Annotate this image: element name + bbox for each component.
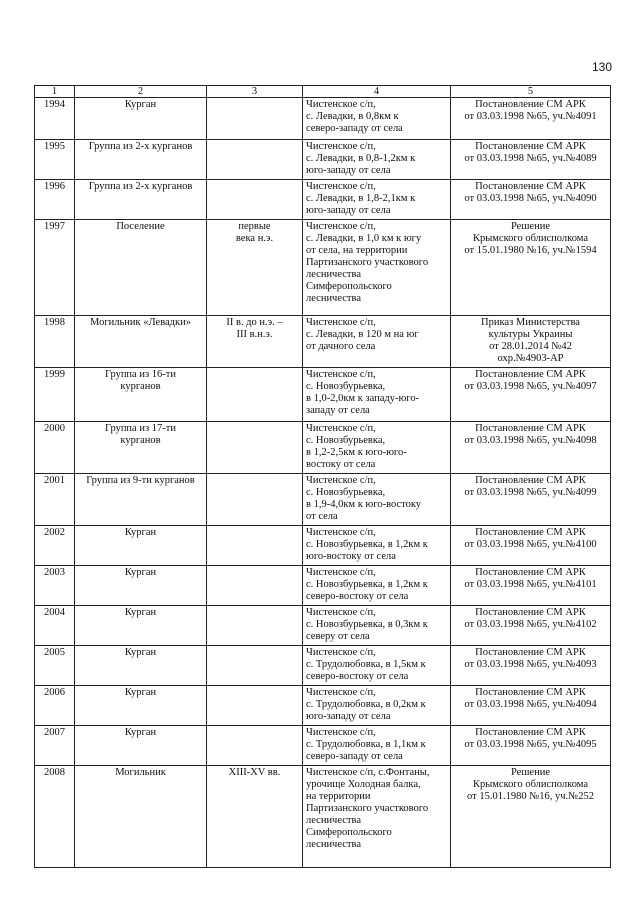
monument-name-line: Курган: [124, 727, 157, 738]
monument-location-line: с. Левадки, в 1,0 км к югу: [306, 233, 422, 244]
monument-location-line: Чистенское с/п,: [306, 423, 376, 434]
monument-name-cell: [75, 566, 207, 606]
monument-location-line: лесничества: [306, 293, 361, 304]
protection-document-cell: [451, 766, 611, 868]
monument-location-line: Чистенское с/п,: [306, 527, 376, 538]
monument-location-line: Чистенское с/п,: [306, 647, 376, 658]
monument-name-cell: [75, 422, 207, 474]
monument-location-line: с. Трудолюбовка, в 0,2км к: [306, 699, 426, 710]
monument-location-cell: [303, 422, 451, 474]
table-row: [35, 474, 611, 526]
header-cell: 1: [35, 86, 75, 98]
protection-document-line: Решение: [510, 767, 550, 778]
monument-name-line: Могильник: [115, 767, 166, 778]
monument-location-cell: [303, 474, 451, 526]
monument-dating-cell: [207, 566, 303, 606]
monument-location-line: с. Новозбурьевка,: [306, 487, 386, 498]
monument-location-line: с. Новозбурьевка, в 1,2км к: [306, 579, 428, 590]
monument-location-cell: [303, 140, 451, 180]
monument-name-line: Группа из 16-ти: [105, 369, 176, 380]
monument-location-line: Чистенское с/п, с.Фонтаны,: [306, 767, 430, 778]
protection-document-line: от 03.03.1998 №65, уч.№4091: [464, 111, 597, 122]
monument-location-line: Чистенское с/п,: [306, 221, 376, 232]
protection-document-cell: [451, 526, 611, 566]
protection-document-cell: [451, 606, 611, 646]
monument-name-line: Могильник «Левадки»: [90, 317, 191, 328]
table-row: [35, 368, 611, 422]
table-row: [35, 726, 611, 766]
monument-location-line: с. Новозбурьевка,: [306, 381, 386, 392]
monument-location-line: Чистенское с/п,: [306, 141, 376, 152]
record-number-cell: 1994: [35, 98, 75, 140]
monument-location-line: юго-западу от села: [306, 205, 391, 216]
header-cell: 4: [303, 86, 451, 98]
protection-document-line: от 03.03.1998 №65, уч.№4101: [464, 579, 597, 590]
record-number-cell: 2002: [35, 526, 75, 566]
monument-name-line: Курган: [124, 647, 157, 658]
monument-location-line: с. Левадки, в 120 м на юг: [306, 329, 419, 340]
protection-document-line: Постановление СМ АРК: [475, 141, 586, 152]
record-number-cell: 2007: [35, 726, 75, 766]
monument-name-line: курганов: [120, 381, 161, 392]
protection-document-line: Постановление СМ АРК: [475, 727, 586, 738]
protection-document-cell: [451, 422, 611, 474]
monument-dating-cell: [207, 98, 303, 140]
record-number-cell: 2005: [35, 646, 75, 686]
protection-document-cell: [451, 686, 611, 726]
protection-document-line: от 03.03.1998 №65, уч.№4102: [464, 619, 597, 630]
monument-dating-cell: [207, 368, 303, 422]
monument-location-line: Чистенское с/п,: [306, 369, 376, 380]
monument-name-cell: [75, 180, 207, 220]
monument-dating-line: II в. до н.э. –: [226, 317, 283, 328]
protection-document-line: от 03.03.1998 №65, уч.№4095: [464, 739, 597, 750]
table-body: [35, 98, 611, 868]
monument-name-cell: [75, 686, 207, 726]
page-number: 130: [591, 60, 612, 74]
record-number-cell: 1995: [35, 140, 75, 180]
monument-location-line: в 1,0-2,0км к западу-юго-: [306, 393, 420, 404]
monument-location-line: с. Новозбурьевка, в 1,2км к: [306, 539, 428, 550]
monument-location-line: юго-востоку от села: [306, 551, 396, 562]
protection-document-line: Постановление СМ АРК: [475, 181, 586, 192]
monument-location-line: с. Новозбурьевка, в 0,3км к: [306, 619, 428, 630]
protection-document-line: Постановление СМ АРК: [475, 423, 586, 434]
monument-location-line: Партизанского участкового: [306, 257, 429, 268]
monument-dating-cell: [207, 606, 303, 646]
monument-name-line: Группа из 2-х курганов: [88, 181, 193, 192]
monument-location-line: Чистенское с/п,: [306, 567, 376, 578]
monument-location-line: с. Трудолюбовка, в 1,5км к: [306, 659, 426, 670]
monument-name-line: Группа из 2-х курганов: [88, 141, 193, 152]
table-row: [35, 646, 611, 686]
monument-location-line: Партизанского участкового: [306, 803, 429, 814]
monument-name-cell: [75, 646, 207, 686]
monument-location-line: с. Новозбурьевка,: [306, 435, 386, 446]
monument-location-line: северо-западу от села: [306, 123, 403, 134]
monument-dating-cell: [207, 422, 303, 474]
table-row: [35, 140, 611, 180]
protection-document-line: от 03.03.1998 №65, уч.№4094: [464, 699, 597, 710]
protection-document-line: Приказ Министерства: [481, 317, 580, 328]
monument-name-cell: [75, 726, 207, 766]
monument-location-cell: [303, 368, 451, 422]
header-cell: 2: [75, 86, 207, 98]
protection-document-line: от 15.01.1980 №16, уч.№1594: [464, 245, 597, 256]
monument-name-line: Поселение: [116, 221, 165, 232]
monument-dating-cell: [207, 526, 303, 566]
monument-location-line: в 1,9-4,0км к юго-востоку: [306, 499, 422, 510]
table-row: [35, 766, 611, 868]
monument-location-line: Симферопольского: [306, 827, 392, 838]
record-number-cell: 2003: [35, 566, 75, 606]
monument-location-line: от села: [306, 511, 338, 522]
monuments-table: [34, 85, 611, 868]
monument-name-line: Группа из 9-ти курганов: [86, 475, 195, 486]
monument-location-line: востоку от села: [306, 459, 376, 470]
monument-name-cell: [75, 606, 207, 646]
monument-location-line: урочище Холодная балка,: [306, 779, 421, 790]
monument-location-line: Симферопольского: [306, 281, 392, 292]
monument-location-line: западу от села: [306, 405, 370, 416]
monument-location-cell: [303, 606, 451, 646]
monument-location-line: с. Левадки, в 0,8км к: [306, 111, 399, 122]
monument-dating-line: XIII-XV вв.: [228, 767, 281, 778]
protection-document-line: от 15.01.1980 №16, уч.№252: [467, 791, 594, 802]
monument-location-line: лесничества: [306, 815, 361, 826]
monument-location-line: лесничества: [306, 269, 361, 280]
monument-dating-cell: [207, 474, 303, 526]
monument-dating-cell: [207, 220, 303, 316]
monument-location-cell: [303, 220, 451, 316]
monument-dating-cell: [207, 686, 303, 726]
table-row: [35, 686, 611, 726]
protection-document-cell: [451, 140, 611, 180]
record-number-cell: 2001: [35, 474, 75, 526]
monument-location-line: лесничества: [306, 839, 361, 850]
record-number-cell: 1996: [35, 180, 75, 220]
monument-dating-cell: [207, 726, 303, 766]
table-row: [35, 316, 611, 368]
monument-location-line: с. Левадки, в 0,8-1,2км к: [306, 153, 416, 164]
protection-document-line: Решение: [510, 221, 550, 232]
protection-document-line: от 03.03.1998 №65, уч.№4090: [464, 193, 597, 204]
monument-location-line: на территории: [306, 791, 371, 802]
record-number-cell: 2000: [35, 422, 75, 474]
table-row: [35, 180, 611, 220]
monument-location-line: от села, на территории: [306, 245, 408, 256]
monument-name-cell: [75, 474, 207, 526]
header-cell: 5: [451, 86, 611, 98]
header-row: [35, 86, 611, 98]
protection-document-cell: [451, 180, 611, 220]
monument-location-line: Чистенское с/п,: [306, 99, 376, 110]
monument-location-cell: [303, 566, 451, 606]
protection-document-line: от 03.03.1998 №65, уч.№4097: [464, 381, 597, 392]
protection-document-line: Постановление СМ АРК: [475, 687, 586, 698]
monument-name-cell: [75, 98, 207, 140]
monument-location-line: северо-востоку от села: [306, 591, 409, 602]
table-row: [35, 566, 611, 606]
header-cell: 3: [207, 86, 303, 98]
monument-location-cell: [303, 646, 451, 686]
monument-location-cell: [303, 98, 451, 140]
monument-location-line: Чистенское с/п,: [306, 475, 376, 486]
protection-document-cell: [451, 98, 611, 140]
monument-name-line: Курган: [124, 527, 157, 538]
table-row: [35, 606, 611, 646]
protection-document-line: Постановление СМ АРК: [475, 567, 586, 578]
monument-dating-cell: [207, 646, 303, 686]
monument-location-cell: [303, 316, 451, 368]
table-row: [35, 220, 611, 316]
monument-dating-cell: [207, 180, 303, 220]
protection-document-line: Крымского облисполкома: [472, 779, 589, 790]
monument-name-line: Курган: [124, 687, 157, 698]
monument-location-cell: [303, 726, 451, 766]
protection-document-line: Постановление СМ АРК: [475, 99, 586, 110]
monument-name-line: Курган: [124, 567, 157, 578]
record-number-cell: 1998: [35, 316, 75, 368]
monument-location-line: Чистенское с/п,: [306, 607, 376, 618]
monument-name-line: Курган: [124, 99, 157, 110]
monument-name-line: Курган: [124, 607, 157, 618]
monument-location-line: Чистенское с/п,: [306, 317, 376, 328]
monument-dating-line: века н.э.: [235, 233, 274, 244]
monument-location-cell: [303, 686, 451, 726]
monument-location-line: с. Левадки, в 1,8-2,1км к: [306, 193, 416, 204]
monument-location-line: северо-востоку от села: [306, 671, 409, 682]
monument-name-cell: [75, 766, 207, 868]
protection-document-line: от 03.03.1998 №65, уч.№4089: [464, 153, 597, 164]
protection-document-line: Постановление СМ АРК: [475, 647, 586, 658]
record-number-cell: 2004: [35, 606, 75, 646]
monument-name-cell: [75, 368, 207, 422]
protection-document-cell: [451, 474, 611, 526]
protection-document-line: охр.№4903-АР: [497, 353, 564, 364]
monument-name-line: курганов: [120, 435, 161, 446]
protection-document-cell: [451, 646, 611, 686]
monument-location-line: с. Трудолюбовка, в 1,1км к: [306, 739, 426, 750]
monument-location-cell: [303, 766, 451, 868]
protection-document-line: культуры Украины: [488, 329, 573, 340]
protection-document-cell: [451, 368, 611, 422]
monument-name-cell: [75, 316, 207, 368]
protection-document-line: от 03.03.1998 №65, уч.№4100: [464, 539, 597, 550]
monument-name-line: Группа из 17-ти: [105, 423, 176, 434]
record-number-cell: 1997: [35, 220, 75, 316]
record-number-cell: 2006: [35, 686, 75, 726]
protection-document-line: от 03.03.1998 №65, уч.№4093: [464, 659, 597, 670]
monument-location-line: юго-западу от села: [306, 711, 391, 722]
protection-document-line: от 28.01.2014 №42: [489, 341, 572, 352]
monument-location-cell: [303, 526, 451, 566]
protection-document-line: Постановление СМ АРК: [475, 527, 586, 538]
monument-name-cell: [75, 140, 207, 180]
monument-location-line: Чистенское с/п,: [306, 181, 376, 192]
monument-location-line: в 1,2-2,5км к юго-юго-: [306, 447, 407, 458]
monument-location-cell: [303, 180, 451, 220]
protection-document-line: Крымского облисполкома: [472, 233, 589, 244]
monument-dating-cell: [207, 140, 303, 180]
table-row: [35, 98, 611, 140]
monument-name-cell: [75, 220, 207, 316]
monument-dating-cell: [207, 766, 303, 868]
protection-document-line: от 03.03.1998 №65, уч.№4098: [464, 435, 597, 446]
monument-location-line: Чистенское с/п,: [306, 687, 376, 698]
monument-dating-line: первые: [238, 221, 271, 232]
monument-location-line: Чистенское с/п,: [306, 727, 376, 738]
protection-document-cell: [451, 220, 611, 316]
table-row: [35, 422, 611, 474]
monument-dating-line: III в.н.э.: [236, 329, 273, 340]
protection-document-line: Постановление СМ АРК: [475, 607, 586, 618]
monument-dating-cell: [207, 316, 303, 368]
monument-name-cell: [75, 526, 207, 566]
protection-document-cell: [451, 316, 611, 368]
protection-document-cell: [451, 726, 611, 766]
protection-document-line: от 03.03.1998 №65, уч.№4099: [464, 487, 597, 498]
table-row: [35, 526, 611, 566]
record-number-cell: 1999: [35, 368, 75, 422]
monument-location-line: северо-западу от села: [306, 751, 403, 762]
protection-document-line: Постановление СМ АРК: [475, 475, 586, 486]
protection-document-cell: [451, 566, 611, 606]
monument-location-line: северу от села: [306, 631, 370, 642]
protection-document-line: Постановление СМ АРК: [475, 369, 586, 380]
record-number-cell: 2008: [35, 766, 75, 868]
monument-location-line: юго-западу от села: [306, 165, 391, 176]
monument-location-line: от дачного села: [306, 341, 376, 352]
